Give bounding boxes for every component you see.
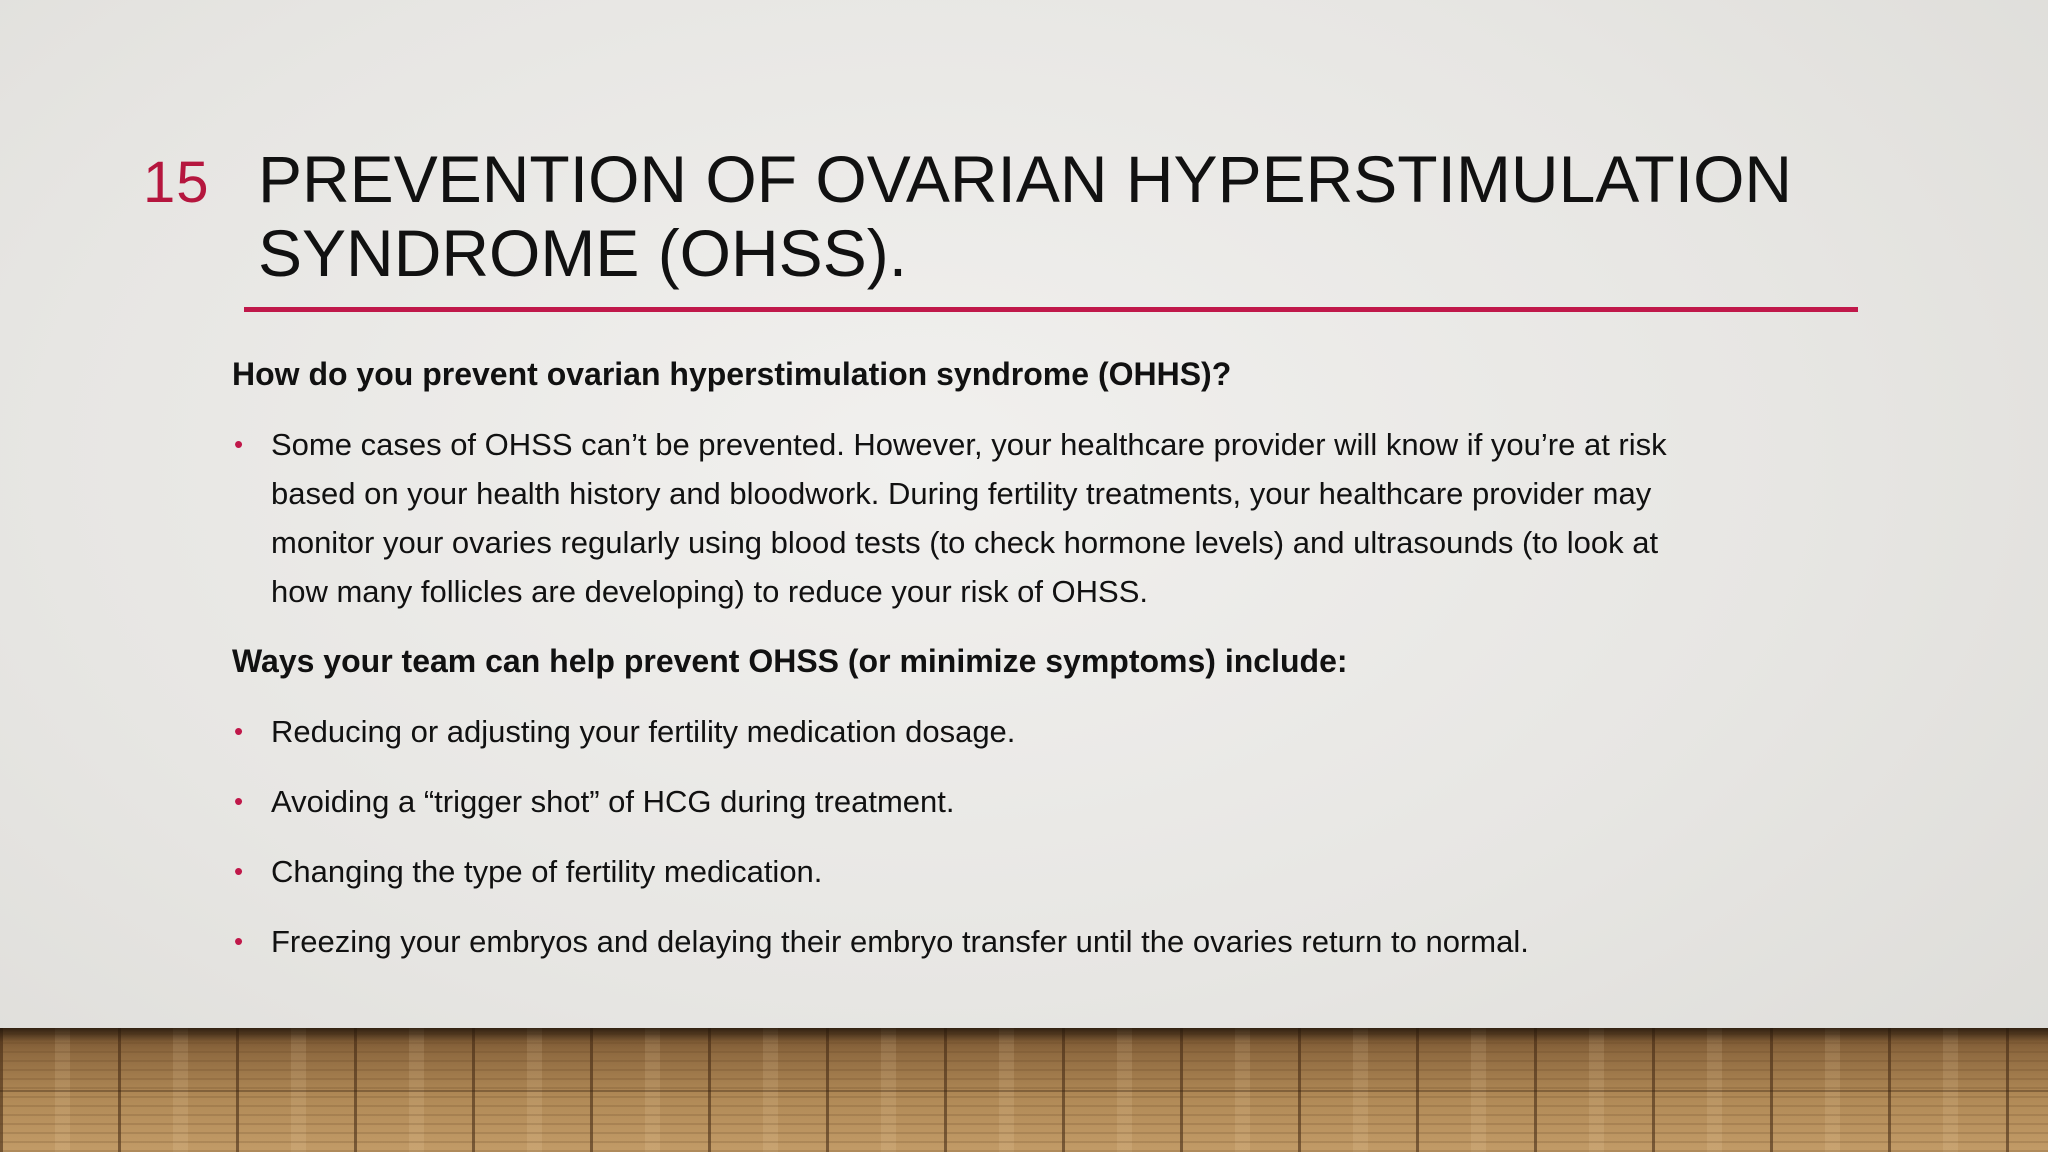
floor-shadow	[0, 1028, 2048, 1042]
intro-bullet-list	[232, 420, 1712, 616]
title-divider	[244, 307, 1858, 312]
bullet-icon: •	[234, 926, 244, 956]
slide-body	[232, 350, 1712, 987]
bullet-icon: •	[234, 856, 244, 886]
list-item	[232, 917, 1712, 966]
bullet-text: Freezing your embryos and delaying their embryo transfer until the ovaries return to normal.	[271, 924, 1529, 959]
slide-number: 15	[143, 150, 210, 215]
bullet-icon: •	[234, 429, 244, 459]
ways-heading: Ways your team can help prevent OHSS (or minimize symptoms) include:	[232, 643, 1348, 679]
floor-seam	[0, 1090, 2048, 1092]
list-item	[232, 777, 1712, 826]
bullet-text: Avoiding a “trigger shot” of HCG during treatment.	[271, 784, 955, 819]
slide-title: PREVENTION OF OVARIAN HYPERSTIMULATION SYNDROME (OHSS).	[258, 142, 1793, 290]
ways-bullet-list	[232, 707, 1712, 966]
bullet-text: Reducing or adjusting your fertility medication dosage.	[271, 714, 1016, 749]
bullet-icon: •	[234, 786, 244, 816]
question-heading: How do you prevent ovarian hyperstimulation syndrome (OHHS)?	[232, 356, 1232, 392]
list-item	[232, 420, 1712, 616]
list-item	[232, 707, 1712, 756]
list-item	[232, 847, 1712, 896]
bullet-text: Some cases of OHSS can’t be prevented. However, your healthcare provider will know if you’re at risk based on your health history and bloodwork. During fertility treatments, your healthcare provider may monitor your ovaries regularly using blood tests (to check hormone levels) and ultrasounds (to look at how many follicles are developing) to reduce your risk of OHSS.	[271, 427, 1667, 609]
bullet-icon: •	[234, 716, 244, 746]
bullet-text: Changing the type of fertility medication.	[271, 854, 823, 889]
wood-floor-background	[0, 1028, 2048, 1152]
